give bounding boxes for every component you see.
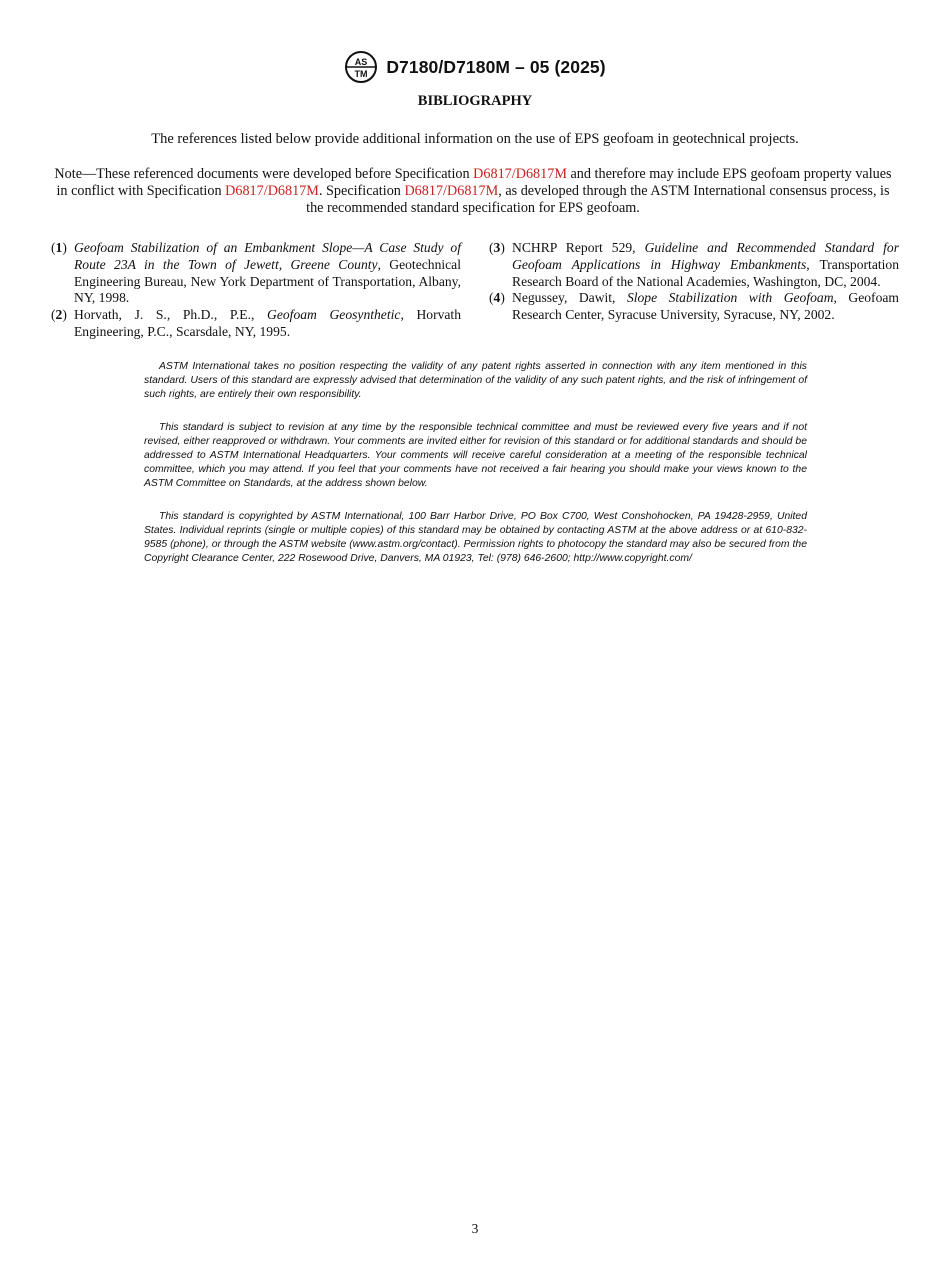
page-number: 3 (471, 1221, 479, 1236)
reference-item: (4) Negussey, Dawit, Slope Stabilization with Geofoam, Geofoam Research Center, Syracuse University, Syracuse, NY, 2002. (489, 290, 899, 323)
spec-link[interactable]: D6817/D6817M (404, 183, 499, 199)
patent-notice: ASTM International takes no position respecting the validity of any patent rights asserted in connection with any item mentioned in this standard. Users of this standard are expressly advised that determination of the validity of any such patent rights, and the risk of infringement of such rights, are entirely their own responsibility. (144, 361, 807, 400)
astm-logo-icon (344, 51, 378, 83)
reference-item: (1) Geofoam Stabilization of an Embankment Slope—A Case Study of Route 23A in the Town of Jewett, Greene County, Geotechnical Engineering Bureau, New York Department of Transportation, Albany, NY, 1998. (51, 240, 461, 306)
intro-paragraph: The references listed below provide additional information on the use of EPS geofoam in geotechnical projects. (151, 131, 799, 147)
document-designation: D7180/D7180M – 05 (2025) (386, 56, 606, 77)
references-left-column (51, 240, 461, 341)
spec-link[interactable]: D6817/D6817M (473, 166, 567, 182)
svg-text:AS: AS (355, 57, 368, 67)
section-title: BIBLIOGRAPHY (417, 93, 533, 109)
note-paragraph: Note—These referenced documents were developed before Specification D6817/D6817M and therefore may include EPS geofoam property values in conflict with Specification D6817/D6817M. Specification D6817/D6817M, as developed through the ASTM International consensus process, is the recommended standard specification for EPS geofoam. (54, 166, 892, 216)
reference-item: (3) NCHRP Report 529, Guideline and Recommended Standard for Geofoam Applications in Highway Embankments, Transportation Research Board of the National Academies, Washington, DC, 2004. (489, 240, 899, 289)
reference-item: (2) Horvath, J. S., Ph.D., P.E., Geofoam Geosynthetic, Horvath Engineering, P.C., Scarsdale, NY, 1995. (51, 307, 462, 339)
references-right-column (489, 240, 899, 324)
copyright-notice: This standard is copyrighted by ASTM International, 100 Barr Harbor Drive, PO Box C700, West Conshohocken, PA 19428-2959, United States. Individual reprints (single or multiple copies) of this standard may be obtained by contacting ASTM at the above address or at 610-832-9585 (phone), or through the ASTM website (www.astm.org/contact). Permission rights to photocopy the standard may also be secured from the Copyright Clearance Center, 222 Rosewood Drive, Danvers, MA 01923, Tel: (978) 646-2600; http://www.copyright.com/ (144, 511, 807, 564)
spec-link[interactable]: D6817/D6817M (225, 183, 319, 199)
revision-notice: This standard is subject to revision at any time by the responsible technical committee and must be reviewed every five years and if not revised, either reapproved or withdrawn. Your comments are invited either for revision of this standard or for additional standards and should be addressed to ASTM International Headquarters. Your comments will receive careful consideration at a meeting of the responsible technical committee, which you may attend. If you feel that your comments have not received a fair hearing you should make your views known to the ASTM Committee on Standards, at the address shown below. (144, 422, 807, 489)
svg-text:TM: TM (354, 69, 368, 79)
page-header (0, 51, 950, 83)
